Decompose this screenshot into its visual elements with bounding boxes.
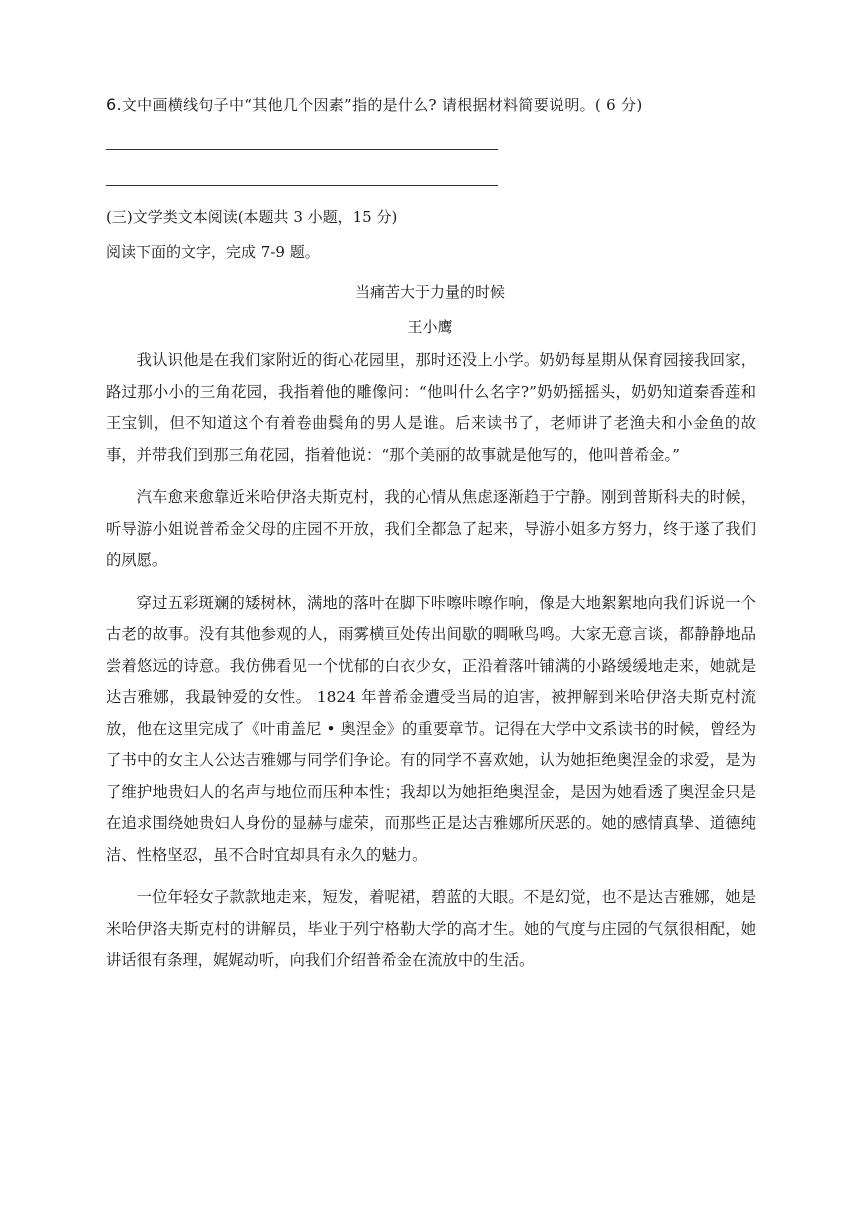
article-paragraph: 穿过五彩斑斓的矮树林，满地的落叶在脚下咔嚓咔嚓作响，像是大地絮絮地向我们诉说一个古老的故事。没有其他参观的人，雨雾横亘处传出间歇的啁啾鸟鸣。大家无意言谈，都静静地品尝着悠远的诗意。我仿佛看见一个忧郁的白衣少女，正沿着落叶铺满的小路缓缓地走来，她就是达吉雅娜，我最钟爱的女性。 1824 年普希金遭受当局的迫害，被押解到米哈伊洛夫斯克村流放，他在这里完成了《叶甫盖尼 • 奥涅金》的重要章节。记得在大学中文系读书的时候，曾经为了书中的女主人公达吉雅娜与同学们争论。有的同学不喜欢她，认为她拒绝奥涅金的求爱，是为了维护地贵妇人的名声与地位而压种本性；我却以为她拒绝奥涅金，是因为她看透了奥涅金只是在追求围绕她贵妇人身份的显赫与虚荣，而那些正是达吉雅娜所厌恶的。她的感情真挚、道德纯洁、性格坚忍，虽不合时宜却具有永久的魅力。 <box>106 593 756 864</box>
article-paragraph: 一位年轻女子款款地走来，短发，着呢裙，碧蓝的大眼。不是幻觉，也不是达吉雅娜，她是米哈伊洛夫斯克村的讲解员，毕业于列宁格勒大学的高才生。她的气度与庄园的气氛很相配，她讲话很有条理，娓娓动听，向我们介绍普希金在流放中的生活。 <box>106 888 756 969</box>
article-author: 王小鹰 <box>407 318 453 336</box>
article-body <box>106 345 756 988</box>
article-paragraph: 汽车愈来愈靠近米哈伊洛夫斯克村，我的心情从焦虑逐渐趋于宁静。刚到普斯科夫的时候，听导游小姐说普希金父母的庄园不开放，我们全都急了起来，导游小姐多方努力，终于遂了我们的夙愿。 <box>106 488 756 569</box>
question-6-number: 6. <box>106 95 122 114</box>
article-paragraph: 我认识他是在我们家附近的街心花园里，那时还没上小学。奶奶每星期从保育园接我回家，路过那小小的三角花园，我指着他的雕像问：“他叫什么名字?”奶奶摇摇头，奶奶知道秦香莲和王宝钏，但不知道这个有着卷曲鬓角的男人是谁。后来读书了，老师讲了老渔夫和小金鱼的故事，并带我们到那三角花园，指着他说：“那个美丽的故事就是他写的，他叫普希金。” <box>106 351 756 464</box>
answer-line[interactable] <box>106 185 498 186</box>
article-title: 当痛苦大于力量的时候 <box>354 283 505 301</box>
question-6 <box>106 94 643 115</box>
section-heading: (三)文学类文本阅读(本题共 3 小题，15 分) <box>106 208 398 226</box>
question-6-text: 文中画横线句子中“其他几个因素”指的是什么? 请根据材料简要说明。( 6 分) <box>121 96 643 114</box>
answer-line[interactable] <box>106 149 498 150</box>
reading-instruction: 阅读下面的文字，完成 7-9 题。 <box>106 243 320 261</box>
